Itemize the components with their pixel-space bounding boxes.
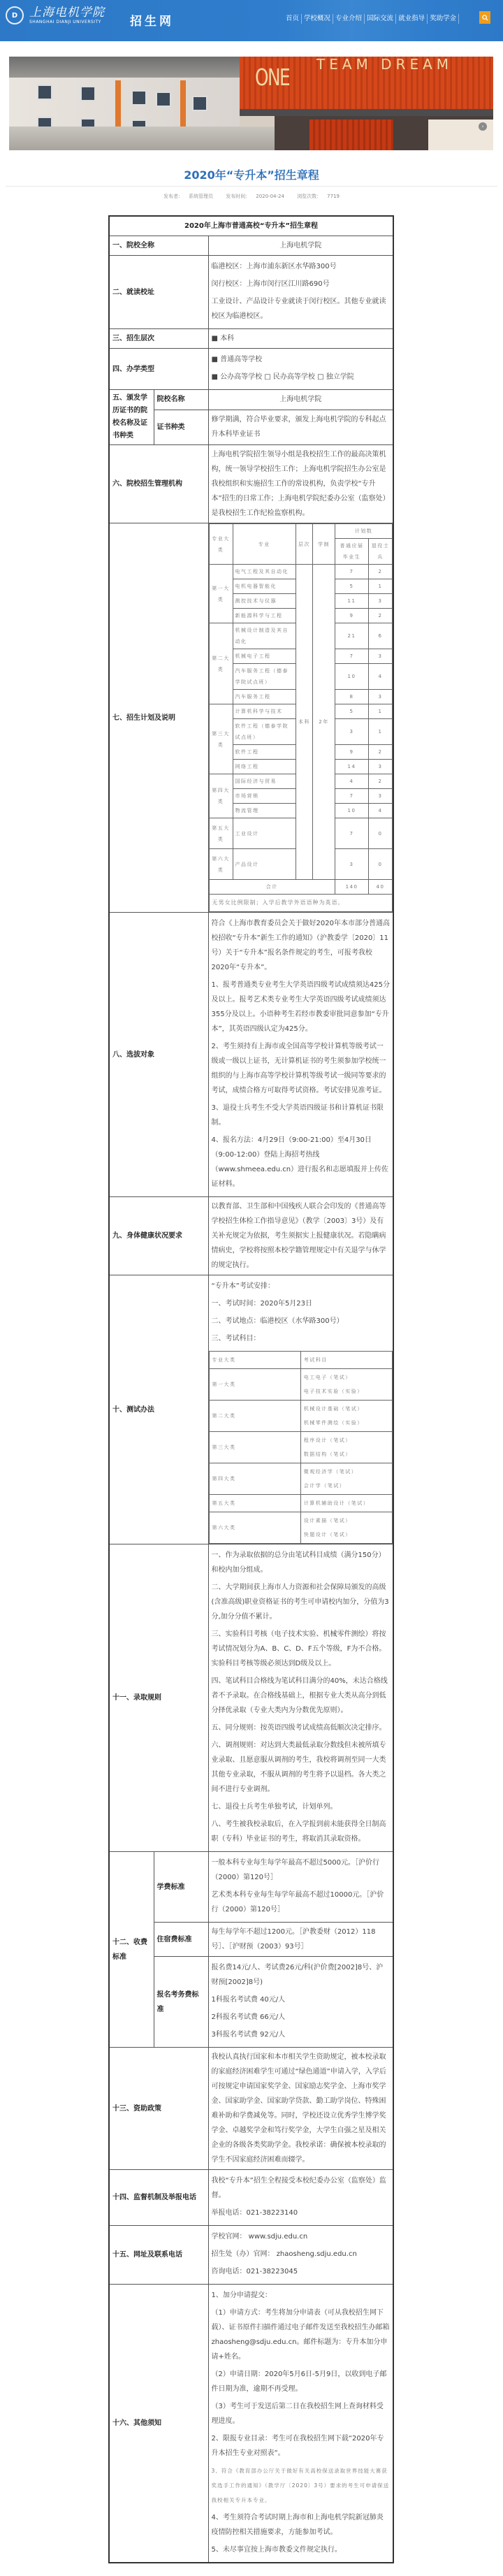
- subject: 设计素描（笔试）: [303, 1518, 351, 1524]
- section-value: [208, 2285, 393, 2563]
- banner-text-one: ONE: [255, 64, 290, 91]
- table-row: [209, 1401, 393, 1432]
- veteran-count: 1: [369, 579, 393, 594]
- section-school-type: [109, 349, 393, 390]
- section-label: 十一、录取规则: [109, 1544, 208, 1852]
- section-value: 上海电机学院: [208, 236, 393, 256]
- regular-count: 9: [335, 745, 369, 760]
- paragraph: 2、考生须持有上海市或全国高等学校计算机等级考试一级或一级以上证书，无计算机证书的考生须参加学校统一组织的与上海市高等学校计算机等级考试一级同等要求的考试，成绩合格方可取得考试资格。考试安排见准考证。: [211, 1043, 386, 1094]
- col-header: 学制: [313, 524, 335, 565]
- section-value: 以教育部、卫生部和中国残疾人联合会印发的《普通高等学校招生体检工作指导意见》（教学〔2003〕3号）及有关补充规定为依据，考生须据实上报健康状况。若隐瞒病情病史，学校将按照本校学籍管理规定中有关退学与休学的规定执行。: [208, 1197, 393, 1275]
- major-cell: 汽车服务工程: [233, 690, 296, 704]
- section-label: 七、招生计划及说明: [109, 523, 208, 913]
- paragraph: 八、考生被我校录取后，在入学报到前未能获得全日制高职（专科）毕业证书的考生，将取消其录取资格。: [211, 1821, 386, 1843]
- col-header: 层次: [296, 524, 313, 565]
- major-cell: 电气工程及其自动化: [233, 565, 296, 579]
- category-cell: 第二大类: [209, 623, 233, 704]
- veteran-count: 0: [369, 849, 393, 880]
- col-header: 专业: [233, 524, 296, 565]
- subject: 程序设计（笔试）: [303, 1438, 351, 1443]
- university-logo[interactable]: [6, 6, 105, 25]
- section-label: 十四、监督机制及举报电话: [109, 2170, 208, 2226]
- regular-count: 3: [335, 719, 369, 745]
- category-cell: 第四大类: [209, 774, 233, 818]
- veteran-count: 0: [369, 818, 393, 849]
- paragraph: 五、同分规则：按英语四级考试成绩高低顺次决定排序。: [211, 1724, 386, 1732]
- section-management: [109, 445, 393, 523]
- major-cell: 电机电器智能化: [233, 579, 296, 594]
- col-header: 退役士兵: [369, 539, 393, 565]
- major-cell: 市场营销: [233, 789, 296, 804]
- paragraph: 4、考生须符合考试时期上海市和上海电机学院新冠肺炎疫情防控相关措施要求，方能参加考试。: [211, 2514, 384, 2536]
- veteran-count: 3: [369, 789, 393, 804]
- major-cell: 产品设计: [233, 849, 296, 880]
- section-health: [109, 1197, 393, 1275]
- veteran-count: 2: [369, 565, 393, 579]
- category-cell: 第一大类: [209, 1369, 300, 1401]
- col-header: 考试科目: [300, 1352, 392, 1369]
- regular-count: 11: [335, 594, 369, 609]
- section-fees: [109, 1852, 393, 1923]
- section-financial-aid: [109, 2048, 393, 2170]
- section-label: 五、颁发学历证书的院校名称及证书种类: [109, 390, 154, 445]
- sub-label: 报名考务费标准: [154, 1957, 208, 2048]
- table-row: [209, 1432, 393, 1463]
- regular-count: 5: [335, 579, 369, 594]
- section-label: 十三、资助政策: [109, 2048, 208, 2170]
- major-cell: 新能源科学与工程: [233, 609, 296, 623]
- report-phone: 举报电话：021-38223140: [211, 2209, 298, 2217]
- campus-minhang: 闵行校区：上海市闵行区江川路690号: [211, 280, 330, 288]
- section-other-notes: [109, 2285, 393, 2563]
- section-value: [208, 1852, 393, 1923]
- category-cell: 第二大类: [209, 1401, 300, 1432]
- tuition-line: 一般本科专业每生每学年最高不超过5000元。［沪价行（2000）第120号］: [211, 1859, 379, 1881]
- category-cell: 第三大类: [209, 1432, 300, 1463]
- paragraph: 三、实验科目考核（电子技术实验、机械零件测绘）将按考试情况划分为A、B、C、D、F五个等级，F为不合格。实验科目考核等级必须达到D级及以上。: [211, 1630, 386, 1667]
- regular-count: 3: [335, 849, 369, 880]
- regular-count: 14: [335, 760, 369, 774]
- exam-fee-line: 1科报名考试费 40元/人: [211, 1996, 286, 2004]
- major-cell: 计算机科学与技术: [233, 704, 296, 719]
- table-row: [209, 1369, 393, 1401]
- regular-count: 10: [335, 804, 369, 818]
- veteran-count: 4: [369, 664, 393, 690]
- sub-label: 学费标准: [154, 1852, 208, 1923]
- article-title: 2020年“专升本”招生章程: [184, 168, 319, 182]
- total-row: [209, 880, 393, 895]
- logo-chinese-name: 上海电机学院: [29, 6, 105, 20]
- major-cell: 网络工程: [233, 760, 296, 774]
- section-label: 六、院校招生管理机构: [109, 445, 208, 523]
- section-campus: [109, 256, 393, 329]
- table-row: [209, 565, 393, 579]
- regular-count: 9: [335, 609, 369, 623]
- exam-subjects-heading: 三、考试科目：: [211, 1335, 261, 1343]
- paragraph: 一、作为录取依据的总分由笔试科目成绩（满分150分）和校内加分组成。: [211, 1551, 386, 1574]
- col-header: 专业大类: [209, 1352, 300, 1369]
- duration-cell: 2年: [313, 565, 335, 880]
- subject: 微观经济学（笔试）: [303, 1469, 358, 1475]
- section-label: 一、院校全称: [109, 236, 208, 256]
- admission-website-link[interactable]: 招生处（办）官网： zhaosheng.sdju.edu.cn: [211, 2250, 357, 2258]
- section-label: 十六、其他须知: [109, 2285, 208, 2563]
- paragraph: 4、报名方法：4月29日（9:00-21:00）至4月30日（9:00-12:00）登陆上海招考热线（www.shmeea.edu.cn）进行报名和志愿填报并上传佐证材料。: [211, 1136, 389, 1188]
- veteran-count: 6: [369, 623, 393, 649]
- regular-count: 7: [335, 789, 369, 804]
- sub-label: 院校名称: [154, 390, 208, 410]
- table-row: [209, 1495, 393, 1512]
- exam-line: “专升本”考试安排：: [211, 1282, 275, 1290]
- table-row: [209, 1512, 393, 1544]
- category-cell: 第六大类: [209, 1512, 300, 1544]
- subject: 数据结构（笔试）: [303, 1452, 351, 1457]
- section-enrollment-plan: [109, 523, 393, 913]
- regular-count: 4: [335, 774, 369, 789]
- campus-lingang: 临港校区：上海市浦东新区水华路300号: [211, 263, 337, 270]
- section-level: [109, 329, 393, 349]
- nav-scholarship[interactable]: 奖助学金: [428, 14, 459, 24]
- col-header: 专业大类: [209, 524, 233, 565]
- level-cell: 本科: [296, 565, 313, 880]
- table-row: [209, 1463, 393, 1495]
- section-value: 修学期满，符合毕业要求，颁发上海电机学院的专科起点升本科毕业证书: [208, 410, 393, 444]
- total-regular: 140: [335, 880, 369, 895]
- total-veteran: 40: [369, 880, 393, 895]
- paragraph: 1、加分申请提交：: [211, 2292, 272, 2299]
- subject: 机械零件测绘（实验）: [303, 1420, 363, 1426]
- exam-date: 一、考试时间：2020年5月23日: [211, 1300, 313, 1308]
- regular-count: 21: [335, 623, 369, 649]
- veteran-count: 4: [369, 804, 393, 818]
- veteran-count: 1: [369, 719, 393, 745]
- major-cell: 物流管理: [233, 804, 296, 818]
- enrollment-plan-cell: [208, 523, 393, 913]
- nav-home[interactable]: 首页: [284, 14, 302, 24]
- supervision-line: 我校“专升本”招生全程接受本校纪委办公室（监察处）监督。: [211, 2177, 386, 2199]
- exam-fee-line: 2科报名考试费 66元/人: [211, 2013, 286, 2021]
- tuition-line: 艺术类本科专业每生每学年最高不超过10000元。［沪价行（2000）第120号］: [211, 1891, 384, 1913]
- views-count: 7719: [327, 194, 340, 199]
- logo-english-name: SHANGHAI DIANJI UNIVERSITY: [29, 20, 101, 24]
- regular-count: 7: [335, 649, 369, 664]
- exam-subjects-table: [209, 1351, 393, 1544]
- section-value: [208, 2226, 393, 2285]
- sub-label: 住宿费标准: [154, 1923, 208, 1957]
- views-label: 浏览次数：: [297, 194, 322, 199]
- publisher-label: 发布者：: [163, 194, 183, 199]
- section-value: [208, 1544, 393, 1852]
- section-certificate: [109, 390, 393, 410]
- section-label: 九、身体健康状况要求: [109, 1197, 208, 1275]
- paragraph: （2）申请日期：2020年5月6日-5月9日，以收到电子邮件日期为准，逾期不再受理。: [211, 2371, 387, 2393]
- total-label: 合计: [209, 880, 335, 895]
- section-contact: [109, 2226, 393, 2285]
- regular-count: 8: [335, 690, 369, 704]
- major-cell: 工业设计: [233, 818, 296, 849]
- admission-charter-table: [108, 215, 394, 2563]
- search-button[interactable]: [479, 11, 490, 24]
- paragraph: 符合《上海市教育委员会关于做好2020年本市部分普通高校招收“专升本”新生工作的通知》（沪教委学〔2020〕11号）关于“专升本”报名条件规定的考生，可报考我校2020年“专升本”。: [211, 920, 390, 971]
- section-value: 上海电机学院: [208, 390, 393, 410]
- paragraph: 2、限报专业目录：考生可在我校招生网下载“2020年专升本招生专业对照表”。: [211, 2435, 384, 2457]
- campus-note: 工业设计、产品设计专业就读于闵行校区。其他专业就读校区为临港校区。: [211, 298, 386, 320]
- veteran-count: 2: [369, 774, 393, 789]
- publish-time-label: 发布时间：: [226, 194, 251, 199]
- major-cell: 软件工程（德泰学院试点班）: [233, 719, 296, 745]
- subject: 电子技术实验（实验）: [303, 1389, 363, 1394]
- major-cell: 测控技术与仪器: [233, 594, 296, 609]
- col-header: 计划数: [335, 524, 393, 539]
- exam-fee-line: 报名费14元/人、考试费26元/科(沪价费[2002]8号、沪财预[2002]8号): [211, 1964, 384, 1986]
- section-supervision: [109, 2170, 393, 2226]
- regular-count: 7: [335, 818, 369, 849]
- section-label: 十五、网址及联系电话: [109, 2226, 208, 2285]
- school-website-link[interactable]: 学校官网： www.sdju.edu.cn: [211, 2233, 308, 2241]
- major-cell: 机械设计制造及其自动化: [233, 623, 296, 649]
- category-cell: 第三大类: [209, 704, 233, 774]
- exam-fee-line: 3科报名考试费 92元/人: [211, 2031, 286, 2039]
- paragraph: 六、调剂规则：对达到大类最低录取分数线但未被所填专业录取、且愿意服从调剂的考生，我校将调剂至同一大类其他专业录取，不服从调剂的考生将予以退档。各大类之间不进行专业调剂。: [211, 1742, 386, 1793]
- regular-count: 7: [335, 565, 369, 579]
- veteran-count: 1: [369, 704, 393, 719]
- site-header: [0, 0, 503, 41]
- paragraph: 5、未尽事宜按上海市教委文件规定执行。: [211, 2546, 342, 2554]
- title-divider: [6, 186, 497, 187]
- nav-about[interactable]: 学校概况: [302, 14, 333, 24]
- school-type-line1: ■ 普通高等学校: [211, 356, 263, 363]
- category-cell: 第一大类: [209, 565, 233, 623]
- section-value: ■ 本科: [208, 329, 393, 349]
- paragraph: 二、大学期间获上海市人力资源和社会保障局颁发的高级(含准高级)职业资格证书的考生可申请校内加分，分值为3分,加分分值不累计。: [211, 1584, 389, 1621]
- search-icon: [482, 15, 488, 21]
- main-nav: [284, 14, 459, 24]
- category-cell: 第四大类: [209, 1463, 300, 1495]
- exam-location: 二、考试地点：临港校区（水华路300号）: [211, 1317, 344, 1325]
- col-header: 普通应届毕业生: [335, 539, 369, 565]
- banner-next-icon[interactable]: ›: [479, 122, 487, 131]
- nav-majors[interactable]: 专业介绍: [333, 14, 365, 24]
- university-emblem-icon: D: [6, 6, 24, 24]
- category-cell: 第五大类: [209, 1495, 300, 1512]
- regular-count: 5: [335, 704, 369, 719]
- veteran-count: 2: [369, 609, 393, 623]
- section-value: [208, 256, 393, 329]
- hero-banner: [9, 57, 493, 150]
- paragraph: 七、退役士兵考生单独考试，计划单列。: [211, 1803, 337, 1811]
- subject: 计算机辅助设计（笔试）: [303, 1500, 370, 1506]
- table-caption: 2020年上海市普通高校“专升本”招生章程: [109, 216, 393, 236]
- paragraph: （1）申请方式：考生将加分申请表（可从我校招生网下载）、证书原件扫描件通过电子邮件发送至我校招生办邮箱zhaosheng@sdju.edu.cn。邮件标题为：专升本加分申请+姓名。: [211, 2309, 390, 2361]
- article-meta: [0, 193, 503, 200]
- section-value: [208, 1275, 393, 1544]
- paragraph: 3、符合《教育部办公厅关于做好有关高校保送录取世界技能大赛获奖选手工作的通知》（教学厅〔2020〕3号）要求的考生可申请保送我校相关专升本专业。: [211, 2468, 390, 2503]
- sub-label: 证书种类: [154, 410, 208, 444]
- paragraph: 1、报考普通类专业考生大学英语四级考试成绩须达425分及以上。报考艺术类专业考生大学英语四级考试成绩须达355分及以上。小语种考生若经市教委审批同意参加“专升本”，其英语四级认定为425分。: [211, 981, 390, 1033]
- section-value: [208, 2170, 393, 2226]
- nav-international[interactable]: 国际交流: [365, 14, 396, 24]
- category-cell: 第六大类: [209, 849, 233, 880]
- section-exam: [109, 1275, 393, 1544]
- major-cell: 汽车服务工程（德泰学院试点班）: [233, 664, 296, 690]
- section-value: 我校认真执行国家和本市相关学生资助规定，被本校录取的家庭经济困难学生可通过“绿色通道”申请入学，入学后可按规定申请国家奖学金、国家励志奖学金、上海市奖学金、国家助学金、国家助学贷款、勤工助学岗位、特殊困难补助和学费减免等。同时，学校还设立优秀学生博学奖学金、卓越奖学金和笃行奖学金，大学生自强之星及相关企业的各级各类奖助学金。我校承诺：确保被本校录取的学生不因家庭经济困难而辍学。: [208, 2048, 393, 2170]
- subject: 机械设计基础（笔试）: [303, 1406, 363, 1412]
- plan-note: 无男女比例限制；入学后教学外语语种为英语。: [209, 895, 393, 912]
- section-value: 上海电机学院招生领导小组是我校招生工作的最高决策机构，统一领导学校招生工作；上海电机学院招生办公室是我校组织和实施招生工作的常设机构，负责学校“专升本”招生的日常工作；上海电机学院纪委办公室（监察处）是我校招生工作纪检监察机构。: [208, 445, 393, 523]
- section-value: [208, 1957, 393, 2048]
- section-admission-rules: [109, 1544, 393, 1852]
- subject: 电工电子（笔试）: [303, 1375, 351, 1380]
- enrollment-plan-table: [209, 523, 393, 912]
- major-cell: 软件工程: [233, 745, 296, 760]
- nav-employment[interactable]: 就业指导: [396, 14, 428, 24]
- publisher: 系统管理员: [189, 194, 213, 199]
- consult-phone: 咨询电话：021-38223045: [211, 2268, 298, 2275]
- paragraph: 3、退役士兵考生不受大学英语四级证书和计算机证书限制。: [211, 1104, 384, 1127]
- publish-time: 2020-04-24: [256, 194, 284, 199]
- section-label: 十二、收费标准: [109, 1852, 154, 2048]
- paragraph: 四、笔试科目合格线为笔试科目满分的40%，未达合格线者不予录取。在合格线基础上，根据专业大类从高分到低分择优录取（专业大类内为分数优先原则）。: [211, 1677, 388, 1714]
- subject: 快题设计（笔试）: [303, 1532, 351, 1537]
- section-value: [208, 349, 393, 390]
- major-cell: 国际经济与贸易: [233, 774, 296, 789]
- school-type-line2: ■ 公办高等学校 □ 民办高等学校 □ 独立学院: [211, 373, 354, 381]
- section-value: 每生每学年不超过1200元。［沪教委财（2012）118号］、［沪财预（2003）93号］: [208, 1923, 393, 1957]
- subject: 会计学（笔试）: [303, 1483, 346, 1489]
- banner-text-team-dream: TEAM DREAM: [316, 57, 453, 73]
- section-value: [208, 913, 393, 1197]
- veteran-count: 3: [369, 649, 393, 664]
- paragraph: （3）考生可于发送后第二日在我校招生网上查询材料受理进度。: [211, 2403, 384, 2425]
- section-eligibility: [109, 913, 393, 1197]
- section-school-name: [109, 236, 393, 256]
- section-label: 三、招生层次: [109, 329, 208, 349]
- veteran-count: 3: [369, 594, 393, 609]
- regular-count: 10: [335, 664, 369, 690]
- category-cell: 第五大类: [209, 818, 233, 849]
- veteran-count: 3: [369, 760, 393, 774]
- major-cell: 机械电子工程: [233, 649, 296, 664]
- section-label: 八、选拔对象: [109, 913, 208, 1197]
- site-name: 招生网: [130, 15, 174, 29]
- section-label: 十、测试办法: [109, 1275, 208, 1544]
- section-label: 四、办学类型: [109, 349, 208, 390]
- section-label: 二、就读校址: [109, 256, 208, 329]
- veteran-count: 2: [369, 745, 393, 760]
- veteran-count: 3: [369, 690, 393, 704]
